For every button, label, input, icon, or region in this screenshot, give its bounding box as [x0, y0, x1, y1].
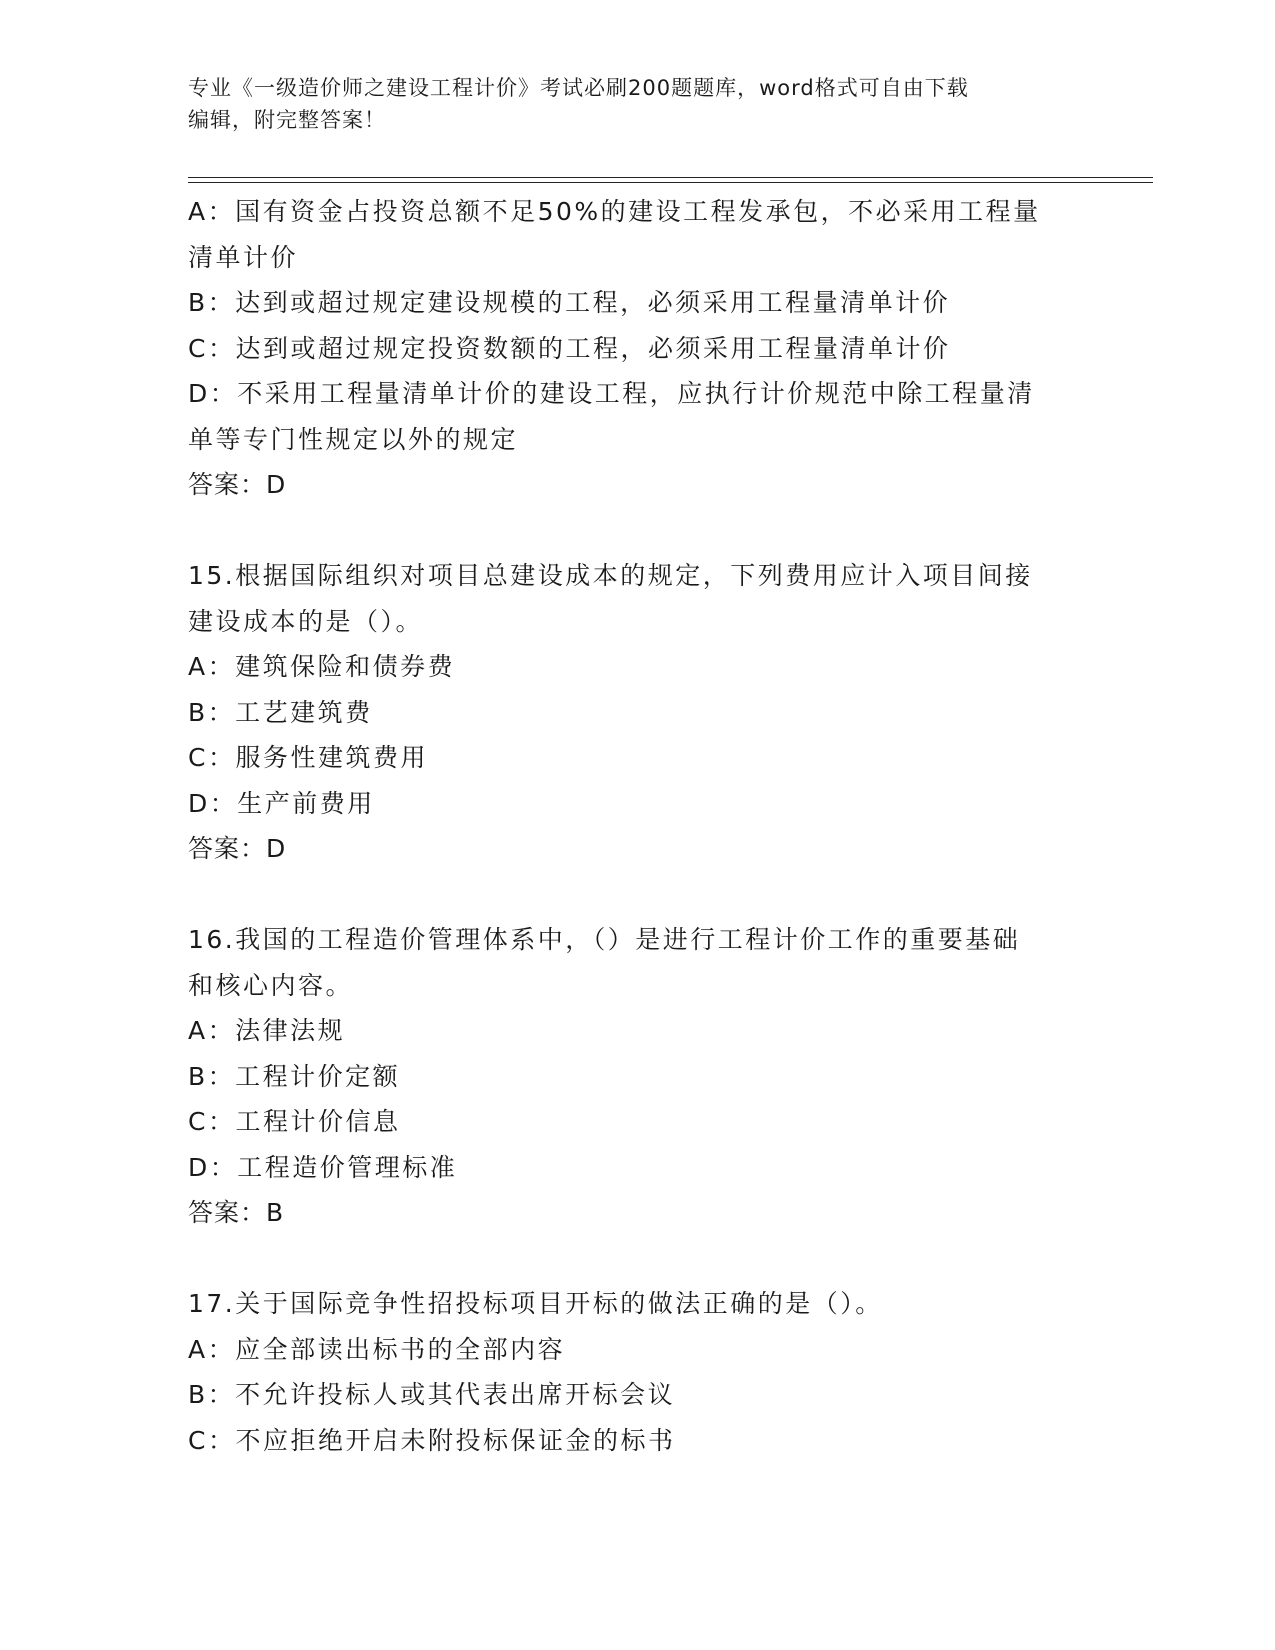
- q15-stem-line-2: 建设成本的是（）。: [188, 606, 424, 636]
- q16-option-a: A：法律法规: [188, 1016, 346, 1045]
- q14-option-c: C：达到或超过规定投资数额的工程，必须采用工程量清单计价: [188, 333, 951, 363]
- q16-stem-line-2: 和核心内容。: [188, 970, 354, 1000]
- q16-option-d: D：工程造价管理标准: [188, 1152, 458, 1182]
- page-header: [188, 72, 1068, 136]
- header-rule-top: [188, 177, 1153, 178]
- q17-stem-line-1: 17.关于国际竞争性招投标项目开标的做法正确的是（）。: [188, 1289, 883, 1318]
- q17-option-c: C：不应拒绝开启未附投标保证金的标书: [188, 1425, 676, 1455]
- q17-option-b: B：不允许投标人或其代表出席开标会议: [188, 1380, 676, 1409]
- q14-option-b: B：达到或超过规定建设规模的工程，必须采用工程量清单计价: [188, 288, 951, 317]
- q17-option-a: A：应全部读出标书的全部内容: [188, 1334, 566, 1364]
- header-title-line-1: 专业《一级造价师之建设工程计价》考试必刷200题题库，word格式可自由下载: [188, 76, 969, 100]
- q14-option-a-line-2: 清单计价: [188, 242, 299, 272]
- q15-option-c: C：服务性建筑费用: [188, 743, 428, 772]
- question-content: [188, 189, 1088, 1463]
- q14-option-d-line-1: D：不采用工程量清单计价的建设工程，应执行计价规范中除工程量清: [188, 379, 1035, 408]
- q15-stem-line-1: 15.根据国际组织对项目总建设成本的规定，下列费用应计入项目间接: [188, 561, 1033, 590]
- header-rule-bottom: [188, 182, 1153, 183]
- header-title-line-2: 编辑，附完整答案！: [188, 108, 386, 132]
- question-16-block: [188, 917, 1088, 1236]
- question-15-block: [188, 553, 1088, 872]
- spacer: [188, 508, 1088, 554]
- spacer: [188, 872, 1088, 918]
- q16-option-c: C：工程计价信息: [188, 1107, 401, 1136]
- q15-option-a: A：建筑保险和债券费: [188, 652, 456, 681]
- q15-option-d: D：生产前费用: [188, 788, 375, 818]
- question-14-block: [188, 189, 1088, 508]
- q15-answer: 答案：D: [188, 834, 287, 863]
- q14-answer: 答案：D: [188, 470, 287, 499]
- q14-option-a-line-1: A：国有资金占投资总额不足50%的建设工程发承包，不必采用工程量: [188, 197, 1041, 226]
- spacer: [188, 1236, 1088, 1282]
- question-17-block: [188, 1281, 1088, 1463]
- q14-option-d-line-2: 单等专门性规定以外的规定: [188, 424, 519, 454]
- q15-option-b: B：工艺建筑费: [188, 697, 373, 727]
- q16-answer: 答案：B: [188, 1198, 285, 1227]
- q16-option-b: B：工程计价定额: [188, 1061, 401, 1091]
- q16-stem-line-1: 16.我国的工程造价管理体系中，（）是进行工程计价工作的重要基础: [188, 925, 1021, 954]
